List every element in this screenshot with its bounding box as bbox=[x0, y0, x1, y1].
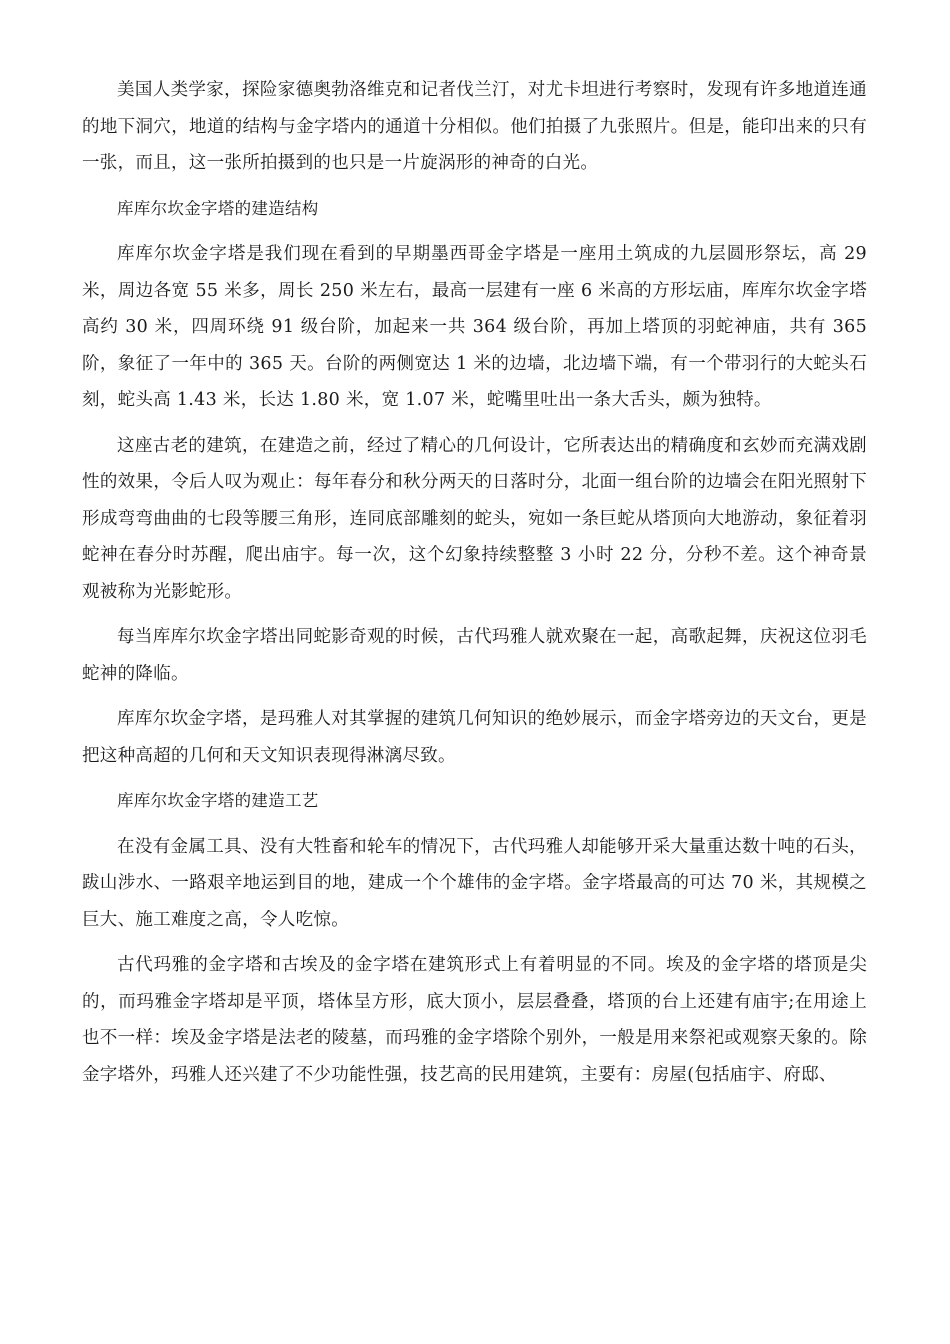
section-heading-craft: 库库尔坎金字塔的建造工艺 bbox=[117, 791, 319, 810]
paragraph-structure: 库库尔坎金字塔是我们现在看到的早期墨西哥金字塔是一座用土筑成的九层圆形祭坛，高 29 米，周边各宽 55 米多，周长 250 米左右，最高一层建有一座 6 米高的方形坛庙，库库尔坎金字塔高约 30 米，四周环绕 91 级台阶，加起来一共 364 级台阶，再加上塔顶的羽蛇神庙，共有 365 阶，象征了一年中的 365 天。台阶的两侧宽达 1 米的边墙，北边墙下端，有一个带羽行的大蛇头石刻，蛇头高 1.43 米，长达 1.80 米，宽 1.07 米，蛇嘴里吐出一条大舌头，颇为独特。 bbox=[82, 244, 867, 410]
paragraph-construction: 在没有金属工具、没有大牲畜和轮车的情况下，古代玛雅人却能够开采大量重达数十吨的石头，跋山涉水、一路艰辛地运到目的地，建成一个个雄伟的金字塔。金字塔最高的可达 70 米，其规模之巨大、施工难度之高，令人吃惊。 bbox=[82, 836, 867, 930]
paragraph-comparison: 古代玛雅的金字塔和古埃及的金字塔在建筑形式上有着明显的不同。埃及的金字塔的塔顶是尖的，而玛雅金字塔却是平顶，塔体呈方形，底大顶小，层层叠叠，塔顶的台上还建有庙宇;在用途上也不一样：埃及金字塔是法老的陵墓，而玛雅的金字塔除个别外，一般是用来祭祀或观察天象的。除金字塔外，玛雅人还兴建了不少功能性强，技艺高的民用建筑，主要有：房屋(包括庙宇、府邸、 bbox=[82, 955, 867, 1085]
paragraph-light-serpent: 这座古老的建筑，在建造之前，经过了精心的几何设计，它所表达出的精确度和玄妙而充满戏剧性的效果，令后人叹为观止：每年春分和秋分两天的日落时分，北面一组台阶的边墙会在阳光照射下形成弯弯曲曲的七段等腰三角形，连同底部雕刻的蛇头，宛如一条巨蛇从塔顶向大地游动，象征着羽蛇神在春分时苏醒，爬出庙宇。每一次，这个幻象持续整整 3 小时 22 分，分秒不差。这个神奇景观被称为光影蛇形。 bbox=[82, 435, 867, 602]
paragraph-celebration: 每当库库尔坎金字塔出同蛇影奇观的时候，古代玛雅人就欢聚在一起，高歌起舞，庆祝这位羽毛蛇神的降临。 bbox=[82, 627, 867, 684]
document-body bbox=[82, 72, 867, 1102]
section-heading-structure: 库库尔坎金字塔的建造结构 bbox=[117, 198, 319, 218]
paragraph-geometry: 库库尔坎金字塔，是玛雅人对其掌握的建筑几何知识的绝妙展示，而金字塔旁边的天文台，更是把这种高超的几何和天文知识表现得淋漓尽致。 bbox=[82, 709, 867, 766]
paragraph-explorers: 美国人类学家，探险家德奥勃洛维克和记者伐兰汀，对尤卡坦进行考察时，发现有许多地道连通的地下洞穴，地道的结构与金字塔内的通道十分相似。他们拍摄了九张照片。但是，能印出来的只有一张，而且，这一张所拍摄到的也只是一片旋涡形的神奇的白光。 bbox=[82, 80, 867, 173]
